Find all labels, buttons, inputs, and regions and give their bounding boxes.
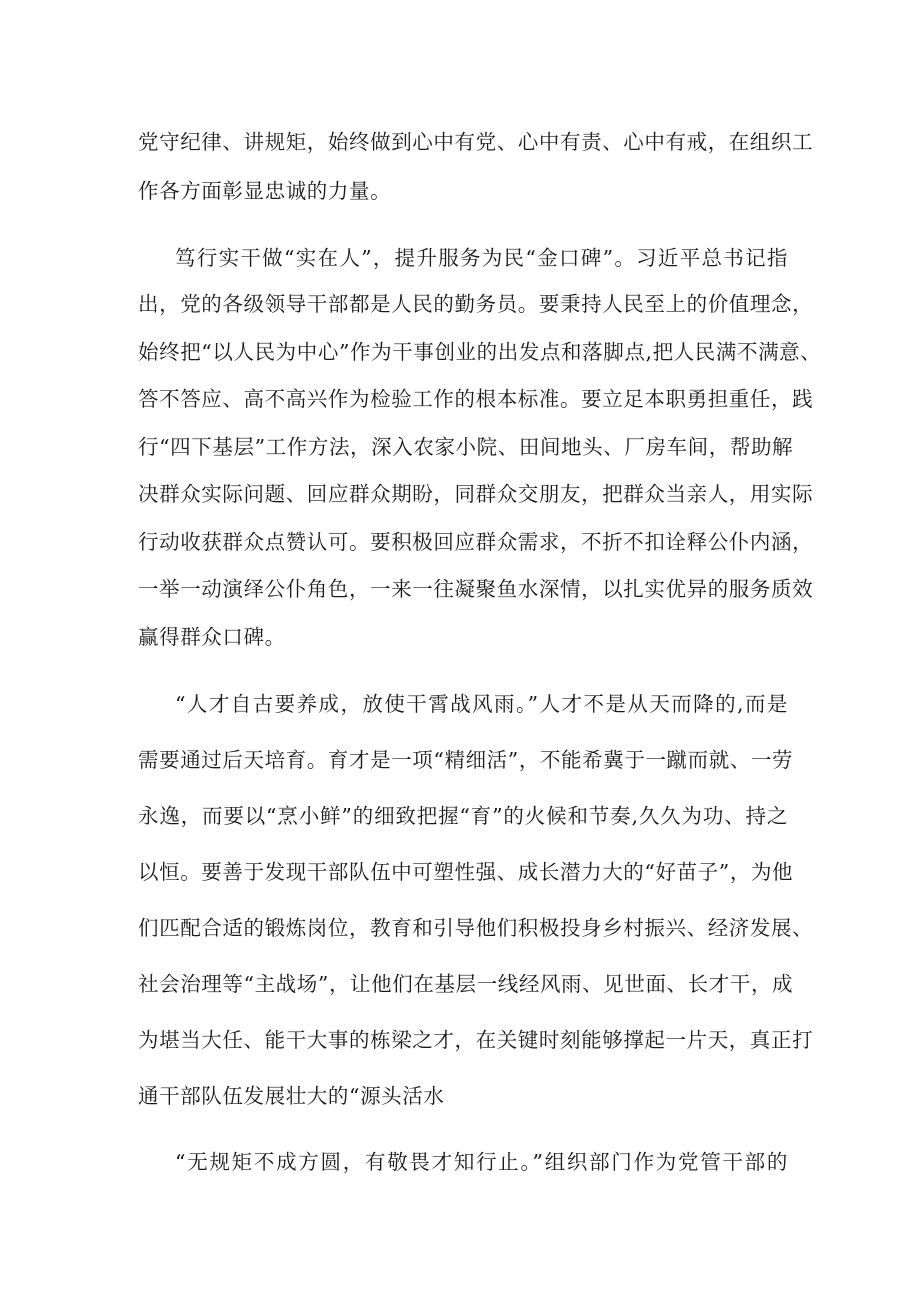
paragraph-2-line-5: 行“四下基层”工作方法，深入农家小院、田间地头、厂房车间，帮助解	[138, 435, 794, 459]
paragraph-2-line-3: 始终把“以人民为中心”作为干事创业的出发点和落脚点,把人民满不满意、	[138, 340, 822, 364]
paragraph-3-line-4: 以恒。要善于发现干部队伍中可塑性强、成长潜力大的“好苗子”，为他	[138, 860, 794, 884]
paragraph-3-line-5: 们匹配合适的锻炼岗位，教育和引导他们积极投身乡村振兴、经济发展、	[138, 916, 814, 940]
paragraph-3-line-7: 为堪当大任、能干大事的栋梁之才，在关键时刻能够撑起一片天，真正打	[138, 1028, 814, 1052]
paragraph-2-line-8: 一举一动演绎公仆角色，一来一往凝聚鱼水深情，以扎实优异的服务质效	[138, 577, 814, 601]
paragraph-3-line-2: 需要通过后天培育。育才是一项“精细活”，不能希冀于一蹴而就、一劳	[138, 748, 794, 772]
paragraph-2-line-2: 出，党的各级领导干部都是人民的勤务员。要秉持人民至上的价值理念，	[138, 292, 814, 316]
paragraph-3-line-8: 通干部队伍发展壮大的“源头活水	[138, 1084, 445, 1108]
paragraph-2-line-9: 赢得群众口碑。	[138, 625, 286, 649]
paragraph-3-line-3: 永逸，而要以“烹小鲜”的细致把握“育”的火候和节奏,久久为功、持之	[138, 804, 788, 828]
paragraph-2-line-6: 决群众实际问题、回应群众期盼，同群众交朋友，把群众当亲人，用实际	[138, 482, 814, 506]
paragraph-1-line-2: 作各方面彰显忠诚的力量。	[138, 179, 392, 203]
paragraph-3-line-6: 社会治理等“主战场”，让他们在基层一线经风雨、见世面、长才干，成	[138, 972, 794, 996]
paragraph-3-line-1: “人才自古要养成，放使干霄战风雨。”人才不是从天而降的,而是	[175, 692, 788, 716]
paragraph-2-line-4: 答不答应、高不高兴作为检验工作的根本标准。要立足本职勇担重任，践	[138, 387, 814, 411]
paragraph-4-line-1: “无规矩不成方圆，有敬畏才知行止。”组织部门作为党管干部的	[175, 1150, 788, 1174]
paragraph-1-line-1: 党守纪律、讲规矩，始终做到心中有党、心中有责、心中有戒，在组织工	[138, 130, 814, 154]
paragraph-2-line-7: 行动收获群众点赞认可。要积极回应群众需求，不折不扣诠释公仆内涵，	[138, 530, 814, 554]
paragraph-2-line-1: 笃行实干做“实在人”，提升服务为民“金口碑”。习近平总书记指	[175, 246, 788, 270]
